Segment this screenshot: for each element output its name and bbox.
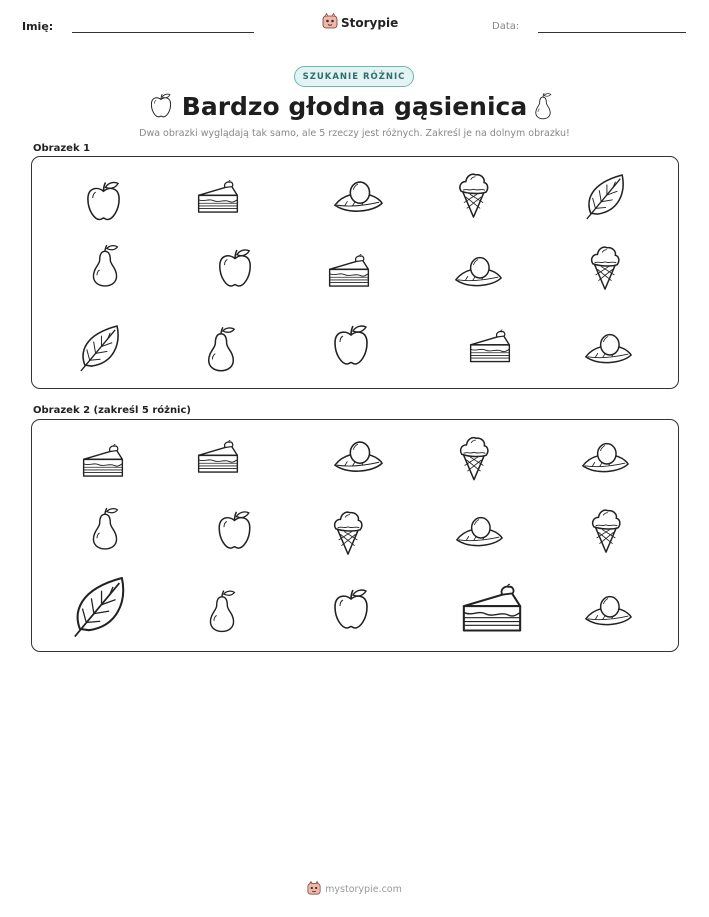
cake-icon	[460, 580, 524, 640]
apple-icon	[84, 179, 123, 223]
ice-cream-icon	[457, 171, 490, 219]
ice-cream-icon	[590, 507, 622, 554]
title-row	[0, 90, 709, 128]
instructions: Dwa obrazki wyglądają tak samo, ale 5 rzeczy jest różnych. Zakreśl je na dolnym obrazku!	[139, 128, 570, 139]
egg-on-leaf-icon	[584, 594, 632, 627]
date-field-line[interactable]	[538, 32, 686, 33]
storypie-logo-icon	[322, 13, 338, 33]
pear-icon	[206, 588, 238, 634]
pear-icon	[89, 505, 121, 552]
pear-icon	[204, 325, 238, 373]
leaf-icon	[78, 323, 121, 372]
apple-icon	[331, 587, 371, 631]
ice-cream-icon	[332, 509, 364, 556]
cake-icon	[196, 438, 240, 478]
worksheet-header	[0, 0, 709, 50]
picture1-label: Obrazek 1	[33, 143, 91, 154]
cake-icon	[196, 179, 240, 217]
picture2-label: Obrazek 2 (zakreśl 5 różnic)	[33, 405, 191, 416]
egg-on-leaf-icon	[454, 255, 502, 288]
activity-badge: SZUKANIE RÓŻNIC	[294, 66, 414, 87]
name-label: Imię:	[22, 20, 54, 33]
footer-site-link[interactable]: mystorypie.com	[325, 884, 402, 895]
page-title: Bardzo głodna gąsienica	[181, 92, 528, 121]
ice-cream-icon	[589, 244, 621, 291]
egg-on-leaf-icon	[333, 440, 383, 473]
ice-cream-icon	[458, 434, 490, 482]
storypie-logo-icon	[307, 880, 321, 899]
egg-on-leaf-icon	[333, 180, 383, 213]
apple-icon	[215, 509, 254, 551]
apple-icon	[331, 323, 371, 367]
name-field-line[interactable]	[72, 32, 254, 33]
leaf-icon	[584, 172, 626, 220]
brand-logo	[322, 13, 398, 33]
egg-on-leaf-icon	[584, 332, 632, 365]
cake-icon	[468, 327, 512, 368]
footer	[0, 880, 709, 899]
apple-icon	[216, 246, 254, 290]
egg-on-leaf-icon	[581, 441, 629, 474]
cake-icon	[81, 442, 125, 482]
pear-icon	[89, 242, 121, 289]
leaf-icon	[71, 574, 127, 638]
egg-on-leaf-icon	[455, 515, 503, 548]
brand-name: Storypie	[341, 16, 399, 30]
cake-icon	[327, 252, 371, 292]
pear-icon	[533, 92, 553, 124]
apple-icon	[149, 92, 173, 123]
date-label: Data:	[492, 21, 520, 32]
